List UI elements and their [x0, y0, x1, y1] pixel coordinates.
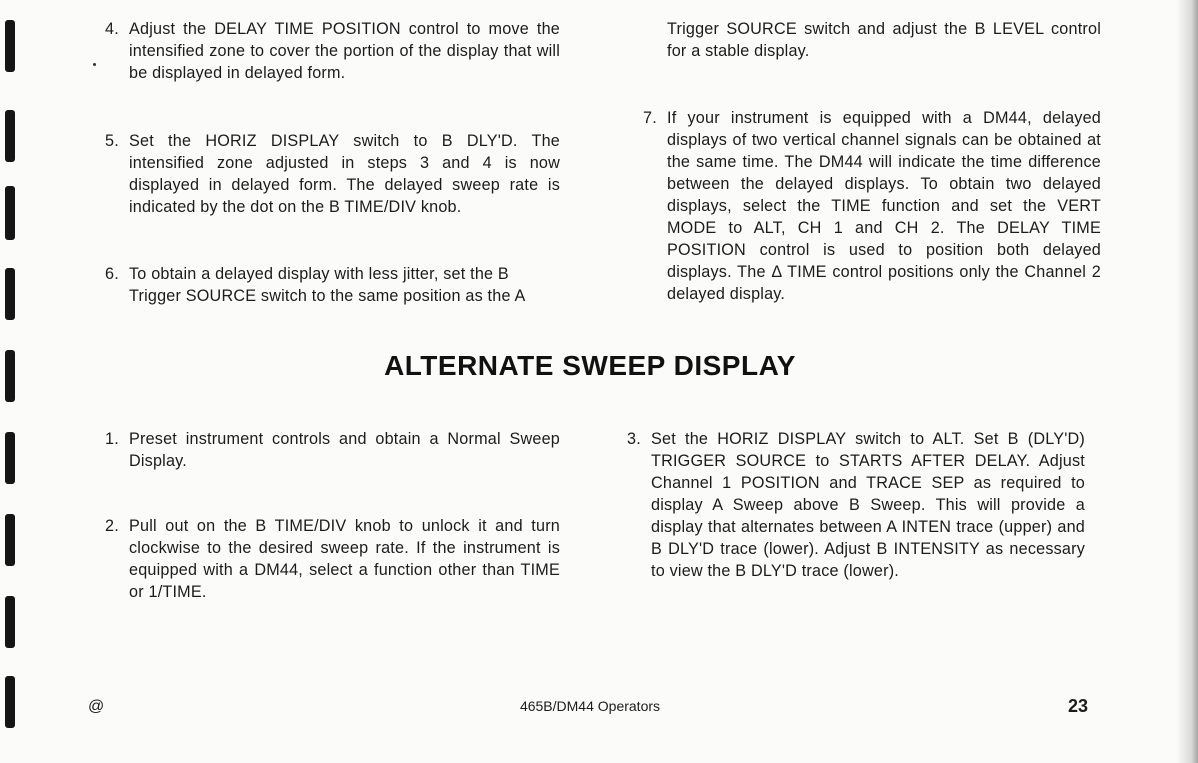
step-number: 7.: [643, 109, 657, 127]
page-number: 23: [1068, 696, 1089, 716]
step-number: 2.: [105, 517, 119, 535]
binder-hole-mark: [5, 110, 15, 162]
step-6: [105, 263, 560, 307]
speck-mark: [93, 63, 96, 66]
step-3: [627, 428, 1085, 582]
binder-hole-mark: [5, 596, 15, 648]
binder-hole-mark: [5, 432, 15, 484]
step-text: Preset instrument controls and obtain a Normal Sweep Display.: [129, 430, 560, 470]
step-text: Pull out on the B TIME/DIV knob to unlock it and turn clockwise to the desired sweep rate. If the instrument is equipped with a DM44, select a function other than TIME or 1/TIME.: [129, 517, 560, 601]
step-text: Trigger SOURCE switch and adjust the B LEVEL control for a stable display.: [667, 20, 1101, 60]
step-number: 1.: [105, 430, 119, 448]
step-text: If your instrument is equipped with a DM44, delayed displays of two vertical channel signals can be obtained at the same time. The DM44 will indicate the time difference between the delayed displays. To obtain two delayed displays, select the TIME function and set the VERT MODE to ALT, CH 1 and CH 2. The DELAY TIME POSITION control is used to position both delayed displays. The Δ TIME control positions only the Channel 2 delayed display.: [667, 109, 1101, 303]
step-6-continued: [643, 18, 1101, 62]
binder-hole-mark: [5, 20, 15, 72]
binder-hole-mark: [5, 268, 15, 320]
step-text: Adjust the DELAY TIME POSITION control to move the intensified zone to cover the portion of the display that will be displayed in delayed form.: [129, 20, 560, 82]
step-4: [105, 18, 560, 84]
step-2: [105, 515, 560, 603]
binder-hole-mark: [5, 514, 15, 566]
step-7: [643, 107, 1101, 305]
section-heading: ALTERNATE SWEEP DISPLAY: [384, 350, 796, 381]
step-number: 5.: [105, 132, 119, 150]
binder-hole-mark: [5, 186, 15, 240]
step-number: 6.: [105, 265, 119, 283]
step-number: 4.: [105, 20, 119, 38]
footer-symbol: @: [88, 698, 105, 715]
step-text: Set the HORIZ DISPLAY switch to B DLY'D. The intensified zone adjusted in steps 3 and 4 is now displayed in delayed form. The delayed sweep rate is indicated by the dot on the B TIME/DIV knob.: [129, 132, 560, 216]
footer-title: 465B/DM44 Operators: [519, 698, 661, 714]
step-text: To obtain a delayed display with less jitter, set the B Trigger SOURCE switch to the same position as the A: [129, 265, 526, 305]
step-1: [105, 428, 560, 472]
step-5: [105, 130, 560, 218]
step-text: Set the HORIZ DISPLAY switch to ALT. Set B (DLY'D) TRIGGER SOURCE to STARTS AFTER DELAY. Adjust Channel 1 POSITION and TRACE SEP as required to display A Sweep above B Sweep. This will provide a display that alternates between A INTEN trace (upper) and B DLY'D trace (lower). Adjust B INTENSITY as necessary to view the B DLY'D trace (lower).: [651, 430, 1085, 580]
step-number: 3.: [627, 430, 641, 448]
